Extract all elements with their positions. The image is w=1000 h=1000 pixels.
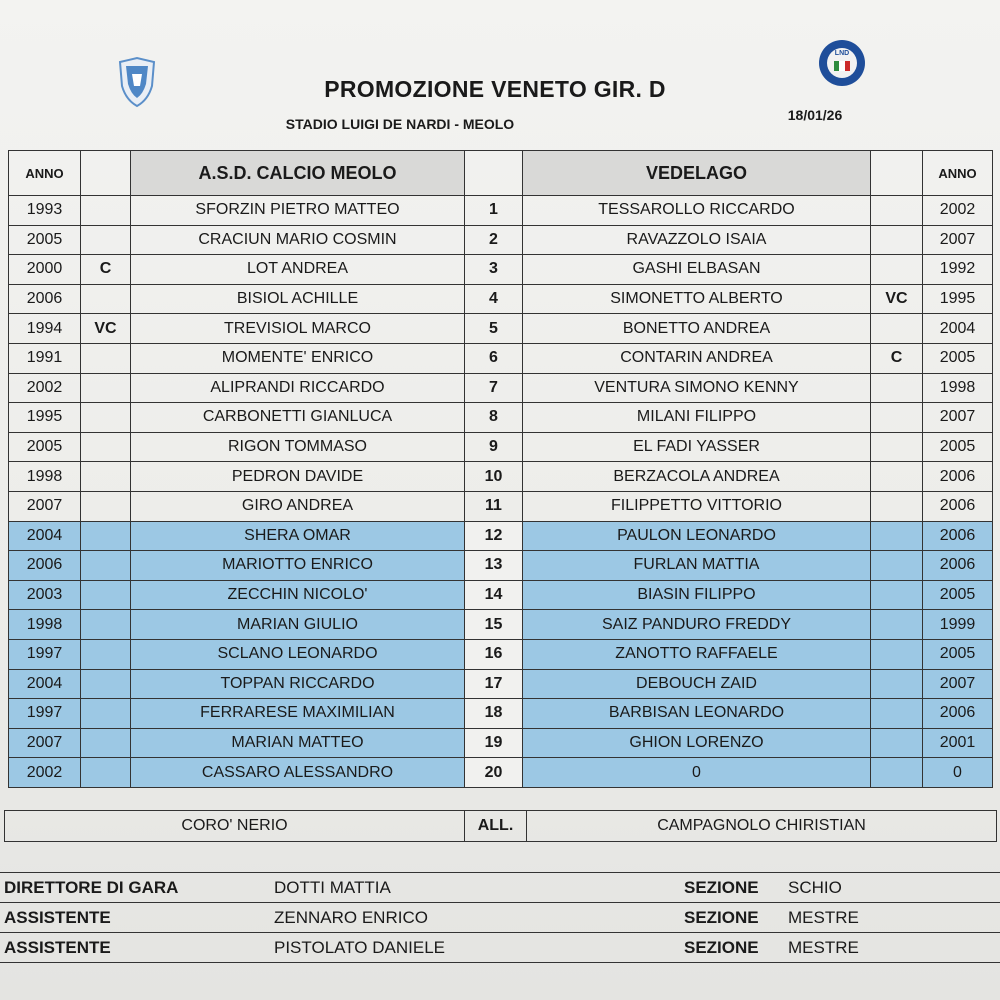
home-player-name: CARBONETTI GIANLUCA	[131, 403, 465, 433]
coaches-row	[5, 811, 997, 842]
starter-row	[9, 284, 993, 314]
shirt-number: 5	[465, 314, 523, 344]
home-player-name: SHERA OMAR	[131, 521, 465, 551]
home-player-name: MARIOTTO ENRICO	[131, 551, 465, 581]
home-player-name: SCLANO LEONARDO	[131, 639, 465, 669]
home-year-cell: 1994	[9, 314, 81, 344]
official-row	[0, 903, 1000, 933]
shirt-number: 4	[465, 284, 523, 314]
away-role-cell	[871, 196, 923, 226]
official-section: SCHIO	[784, 873, 1000, 903]
starter-row	[9, 432, 993, 462]
away-year-cell: 2005	[923, 639, 993, 669]
official-name: DOTTI MATTIA	[270, 873, 680, 903]
away-year-cell: 2006	[923, 551, 993, 581]
substitute-row	[9, 521, 993, 551]
home-year-cell: 2004	[9, 669, 81, 699]
shirt-number: 16	[465, 639, 523, 669]
home-role-cell	[81, 639, 131, 669]
shirt-number: 1	[465, 196, 523, 226]
section-label: SEZIONE	[680, 933, 784, 963]
away-player-name: ZANOTTO RAFFAELE	[523, 639, 871, 669]
away-player-name: RAVAZZOLO ISAIA	[523, 225, 871, 255]
away-role-cell	[871, 314, 923, 344]
away-role-cell	[871, 580, 923, 610]
away-role-cell	[871, 432, 923, 462]
official-name: PISTOLATO DANIELE	[270, 933, 680, 963]
coaches-table	[4, 810, 997, 842]
home-role-cell	[81, 284, 131, 314]
away-role-cell	[871, 669, 923, 699]
away-year-cell: 1995	[923, 284, 993, 314]
shirt-number: 11	[465, 491, 523, 521]
home-year-cell: 1991	[9, 343, 81, 373]
home-role-header	[81, 151, 131, 196]
italy-flag-icon	[834, 61, 850, 71]
home-role-cell	[81, 225, 131, 255]
away-role-header	[871, 151, 923, 196]
away-player-name: PAULON LEONARDO	[523, 521, 871, 551]
substitute-row	[9, 639, 993, 669]
shirt-number: 3	[465, 255, 523, 285]
home-role-cell	[81, 403, 131, 433]
substitute-row	[9, 669, 993, 699]
home-player-name: RIGON TOMMASO	[131, 432, 465, 462]
away-year-cell: 1998	[923, 373, 993, 403]
home-role-cell	[81, 610, 131, 640]
away-player-name: MILANI FILIPPO	[523, 403, 871, 433]
shirt-number: 6	[465, 343, 523, 373]
away-year-cell: 2005	[923, 343, 993, 373]
home-year-cell: 2005	[9, 225, 81, 255]
home-player-name: GIRO ANDREA	[131, 491, 465, 521]
home-player-name: MOMENTE' ENRICO	[131, 343, 465, 373]
away-year-cell: 2007	[923, 403, 993, 433]
shirt-number: 12	[465, 521, 523, 551]
home-role-cell	[81, 580, 131, 610]
substitute-row	[9, 551, 993, 581]
home-player-name: TOPPAN RICCARDO	[131, 669, 465, 699]
starter-row	[9, 343, 993, 373]
shirt-number: 19	[465, 728, 523, 758]
starter-row	[9, 255, 993, 285]
calcio-meolo-shield-icon	[118, 56, 156, 108]
home-year-cell: 2007	[9, 728, 81, 758]
home-player-name: ZECCHIN NICOLO'	[131, 580, 465, 610]
starter-row	[9, 491, 993, 521]
substitute-row	[9, 758, 993, 788]
away-coach: CAMPAGNOLO CHIRISTIAN	[527, 811, 997, 842]
away-role-cell	[871, 491, 923, 521]
official-row	[0, 933, 1000, 963]
home-year-cell: 2002	[9, 758, 81, 788]
starter-row	[9, 314, 993, 344]
home-year-cell: 2006	[9, 284, 81, 314]
away-player-name: GASHI ELBASAN	[523, 255, 871, 285]
starter-row	[9, 225, 993, 255]
substitute-row	[9, 610, 993, 640]
away-player-name: CONTARIN ANDREA	[523, 343, 871, 373]
away-player-name: VENTURA SIMONO KENNY	[523, 373, 871, 403]
home-year-cell: 2004	[9, 521, 81, 551]
starter-row	[9, 403, 993, 433]
away-year-cell: 2004	[923, 314, 993, 344]
home-year-cell: 2003	[9, 580, 81, 610]
page-title: PROMOZIONE VENETO GIR. D	[324, 76, 666, 102]
official-name: ZENNARO ENRICO	[270, 903, 680, 933]
shirt-number: 18	[465, 699, 523, 729]
home-role-cell	[81, 699, 131, 729]
home-team-name: A.S.D. CALCIO MEOLO	[131, 151, 465, 196]
away-year-cell: 1992	[923, 255, 993, 285]
shirt-number: 2	[465, 225, 523, 255]
away-year-cell: 2002	[923, 196, 993, 226]
coach-label: ALL.	[465, 811, 527, 842]
away-role-cell	[871, 521, 923, 551]
shirt-number: 14	[465, 580, 523, 610]
home-year-cell: 1997	[9, 639, 81, 669]
home-role-cell	[81, 462, 131, 492]
away-year-header: ANNO	[923, 151, 993, 196]
shirt-number: 8	[465, 403, 523, 433]
home-year-cell: 2005	[9, 432, 81, 462]
officials-table	[0, 872, 1000, 963]
away-year-cell: 2006	[923, 699, 993, 729]
official-role: ASSISTENTE	[0, 933, 270, 963]
away-year-cell: 1999	[923, 610, 993, 640]
home-year-cell: 1995	[9, 403, 81, 433]
away-role-cell	[871, 462, 923, 492]
starter-row	[9, 373, 993, 403]
away-player-name: BONETTO ANDREA	[523, 314, 871, 344]
away-role-cell	[871, 639, 923, 669]
shirt-number: 17	[465, 669, 523, 699]
official-row	[0, 873, 1000, 903]
home-year-header: ANNO	[9, 151, 81, 196]
away-role-cell: VC	[871, 284, 923, 314]
away-role-cell	[871, 373, 923, 403]
away-player-name: BERZACOLA ANDREA	[523, 462, 871, 492]
home-year-cell: 2002	[9, 373, 81, 403]
section-label: SEZIONE	[680, 873, 784, 903]
shirt-number: 7	[465, 373, 523, 403]
away-role-cell	[871, 728, 923, 758]
home-year-cell: 2000	[9, 255, 81, 285]
home-player-name: CASSARO ALESSANDRO	[131, 758, 465, 788]
away-year-cell: 2007	[923, 669, 993, 699]
home-role-cell	[81, 521, 131, 551]
substitute-row	[9, 699, 993, 729]
home-player-name: MARIAN GIULIO	[131, 610, 465, 640]
lineup-table	[8, 150, 993, 788]
away-role-cell: C	[871, 343, 923, 373]
shirt-number: 15	[465, 610, 523, 640]
home-player-name: LOT ANDREA	[131, 255, 465, 285]
match-date: 18/01/26	[787, 107, 843, 123]
lnd-logo-icon	[819, 40, 865, 86]
away-player-name: BARBISAN LEONARDO	[523, 699, 871, 729]
shirt-number: 9	[465, 432, 523, 462]
away-role-cell	[871, 225, 923, 255]
away-player-name: BIASIN FILIPPO	[523, 580, 871, 610]
official-role: DIRETTORE DI GARA	[0, 873, 270, 903]
home-player-name: FERRARESE MAXIMILIAN	[131, 699, 465, 729]
home-year-cell: 1993	[9, 196, 81, 226]
section-label: SEZIONE	[680, 903, 784, 933]
away-role-cell	[871, 255, 923, 285]
away-year-cell: 2005	[923, 432, 993, 462]
number-header	[465, 151, 523, 196]
home-player-name: SFORZIN PIETRO MATTEO	[131, 196, 465, 226]
home-role-cell	[81, 728, 131, 758]
home-role-cell	[81, 343, 131, 373]
away-year-cell: 2006	[923, 462, 993, 492]
away-role-cell	[871, 699, 923, 729]
home-year-cell: 2006	[9, 551, 81, 581]
stadium-name: STADIO LUIGI DE NARDI - MEOLO	[285, 116, 515, 132]
home-role-cell: VC	[81, 314, 131, 344]
official-section: MESTRE	[784, 933, 1000, 963]
away-player-name: GHION LORENZO	[523, 728, 871, 758]
home-role-cell	[81, 669, 131, 699]
starter-row	[9, 196, 993, 226]
home-player-name: TREVISIOL MARCO	[131, 314, 465, 344]
away-year-cell: 2001	[923, 728, 993, 758]
away-year-cell: 2007	[923, 225, 993, 255]
away-year-cell: 2006	[923, 491, 993, 521]
away-player-name: SAIZ PANDURO FREDDY	[523, 610, 871, 640]
home-role-cell	[81, 432, 131, 462]
home-role-cell	[81, 373, 131, 403]
home-role-cell	[81, 491, 131, 521]
official-role: ASSISTENTE	[0, 903, 270, 933]
shirt-number: 10	[465, 462, 523, 492]
away-player-name: SIMONETTO ALBERTO	[523, 284, 871, 314]
away-player-name: EL FADI YASSER	[523, 432, 871, 462]
away-role-cell	[871, 758, 923, 788]
away-year-cell: 2005	[923, 580, 993, 610]
starter-row	[9, 462, 993, 492]
away-role-cell	[871, 403, 923, 433]
shirt-number: 20	[465, 758, 523, 788]
substitute-row	[9, 728, 993, 758]
away-player-name: 0	[523, 758, 871, 788]
home-role-cell	[81, 758, 131, 788]
away-player-name: FILIPPETTO VITTORIO	[523, 491, 871, 521]
home-year-cell: 1998	[9, 462, 81, 492]
away-player-name: FURLAN MATTIA	[523, 551, 871, 581]
home-player-name: ALIPRANDI RICCARDO	[131, 373, 465, 403]
lnd-logo-text: LND	[834, 50, 850, 57]
home-role-cell: C	[81, 255, 131, 285]
home-coach: CORO' NERIO	[5, 811, 465, 842]
home-player-name: MARIAN MATTEO	[131, 728, 465, 758]
away-player-name: TESSAROLLO RICCARDO	[523, 196, 871, 226]
home-year-cell: 2007	[9, 491, 81, 521]
home-year-cell: 1998	[9, 610, 81, 640]
substitute-row	[9, 580, 993, 610]
away-year-cell: 2006	[923, 521, 993, 551]
away-role-cell	[871, 610, 923, 640]
away-player-name: DEBOUCH ZAID	[523, 669, 871, 699]
home-year-cell: 1997	[9, 699, 81, 729]
official-section: MESTRE	[784, 903, 1000, 933]
away-year-cell: 0	[923, 758, 993, 788]
table-header-row	[9, 151, 993, 196]
away-role-cell	[871, 551, 923, 581]
home-player-name: CRACIUN MARIO COSMIN	[131, 225, 465, 255]
shirt-number: 13	[465, 551, 523, 581]
home-role-cell	[81, 551, 131, 581]
away-team-name: VEDELAGO	[523, 151, 871, 196]
home-player-name: PEDRON DAVIDE	[131, 462, 465, 492]
home-player-name: BISIOL ACHILLE	[131, 284, 465, 314]
home-role-cell	[81, 196, 131, 226]
